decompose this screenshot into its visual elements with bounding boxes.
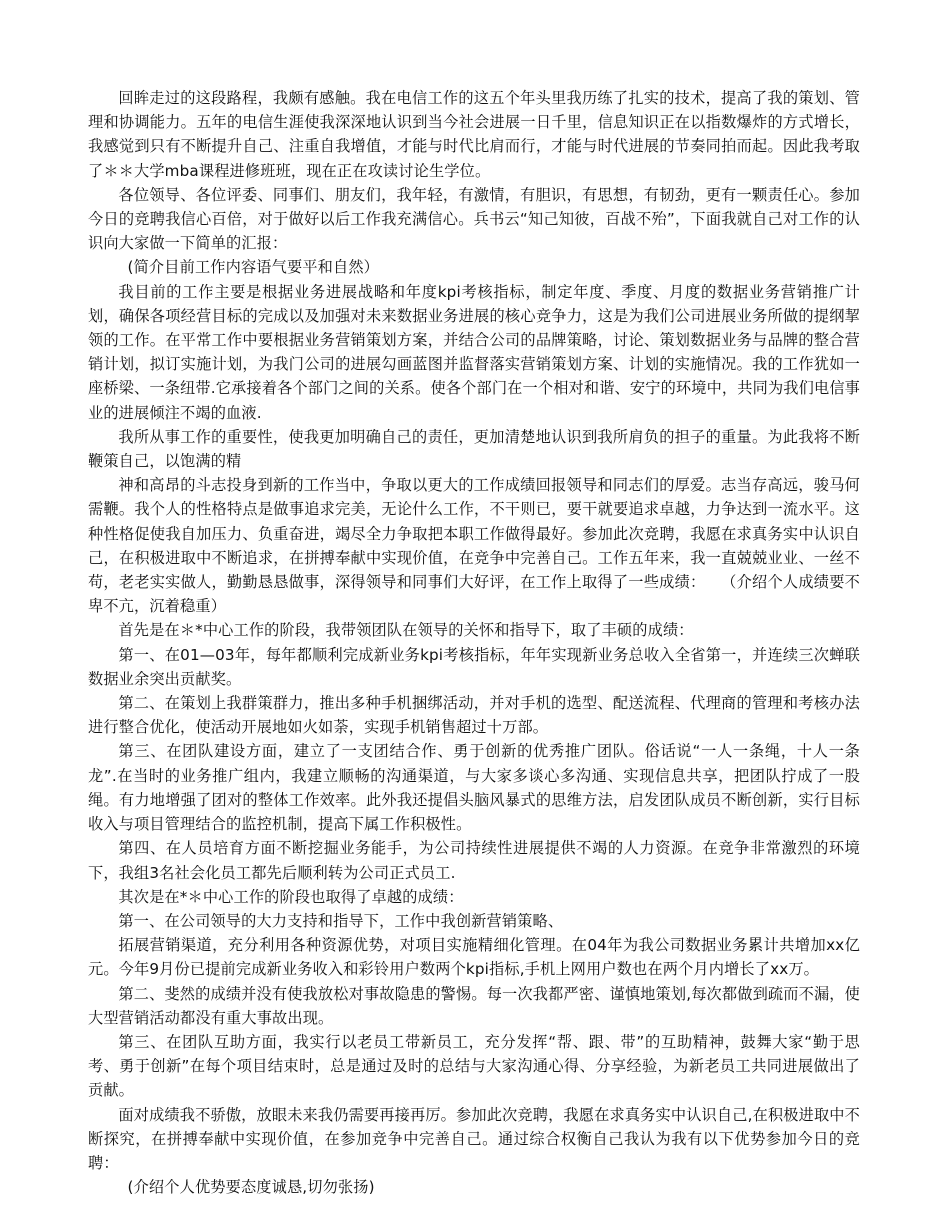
paragraph-first-achievement-1: 第一、在01—03年，每年都顺利完成新业务kpi考核指标，年年实现新业务总收入全省第一，并连续三次蝉联数据业余突出贡献奖。 [88,645,860,688]
paragraph-reflection: 回眸走过的这段路程，我颇有感触。我在电信工作的这五个年头里我历练了扎实的技术，提高了我的策划、管理和协调能力。五年的电信生涯使我深深地认识到当今社会进展一日千里，信息知识正在以指数爆炸的方式增长，我感觉到只有不断提升自己、注重自我增值，才能与时代比肩而行，才能与时代进展的节奏同拍而起。因此我考取了＊＊大学mba课程进修班班，现在正在攻读讨论生学位。 [88,89,860,180]
paragraph-current-work: 我目前的工作主要是根据业务进展战略和年度kpi考核指标，制定年度、季度、月度的数据业务营销推广计划，确保各项经营目标的完成以及加强对未来数据业务进展的核心竞争力，这是为我们公司进展业务所做的提纲挈领的工作。在平常工作中要根据业务营销策划方案，并结合公司的品牌策略，讨论、策划数据业务与品牌的整合营销计划，拟订实施计划，为我门公司的进展勾画蓝图并监督落实营销策划方案、计划的实施情况。我的工作犹如一座桥梁、一条纽带.它承接着各个部门之间的关系。使各个部门在一个相对和谐、安宁的环境中，共同为我们电信事业的进展倾注不竭的血液. [88,282,860,422]
paragraph-second-achievement-1: 第一、在公司领导的大力支持和指导下，工作中我创新营销策略、 [118,911,564,930]
paragraph-second-achievement-1-continued: 拓展营销渠道，充分利用各种资源优势，对项目实施精细化管理。在04年为我公司数据业务累计共增加xx亿元。今年9月份已提前完成新业务收入和彩铃用户数两个kpi指标,手机上网用户数也在两个月内增长了xx万。 [88,936,860,979]
paragraph-spirit: 神和高昂的斗志投身到新的工作当中，争取以更大的工作成绩回报领导和同志们的厚爱。志当存高远，骏马何需鞭。我个人的性格特点是做事追求完美，无论什么工作，不干则已，要干就要追求卓越，力争达到一流水平。这种性格促使我自加压力、负重奋进，竭尽全力争取把本职工作做得最好。参加此次竞聘，我愿在求真务实中认识自己，在积极进取中不断追求，在拼搏奉献中实现价值，在竞争中完善自己。工作五年来，我一直兢兢业业、一丝不苟，老老实实做人，勤勤恳恳做事，深得领导和同事们大好评，在工作上取得了一些成绩： （介绍个人成绩要不卑不亢，沉着稳重） [88,476,860,616]
note-current-work: (简介目前工作内容语气要平和自然） [127,258,379,277]
paragraph-second-achievement-3: 第三、在团队互助方面，我实行以老员工带新员工，充分发挥“帮、跟、带”的互助精神，鼓舞大家“勤于思考、勇于创新”在每个项目结束时，总是通过及时的总结与大家沟通心得、分享经验，为新老员工共同进展做出了贡献。 [88,1032,860,1100]
paragraph-second-stage: 其次是在*＊中心工作的阶段也取得了卓越的成绩： [118,887,464,906]
paragraph-outlook: 面对成绩我不骄傲，放眼未来我仍需要再接再厉。参加此次竞聘，我愿在求真务实中认识自己,在积极进取中不断探究，在拼搏奉献中实现价值，在参加竞争中完善自己。通过综合权衡自己我认为我有以下优势参加今日的竞聘： [88,1105,860,1172]
paragraph-first-achievement-4: 第四、在人员培育方面不断挖掘业务能手，为公司持续性进展提供不竭的人力资源。在竞争非常激烈的环境下，我组3名社会化员工都先后顺利转为公司正式员工. [88,839,860,882]
paragraph-first-achievement-3: 第三、在团队建设方面，建立了一支团结合作、勇于创新的优秀推广团队。俗话说“一人一条绳，十人一条龙”.在当时的业务推广组内，我建立顺畅的沟通渠道，与大家多谈心多沟通、实现信息共享，把团队拧成了一股绳。有力地增强了团对的整体工作效率。此外我还提倡头脑风暴式的思维方法，启发团队成员不断创新，实行目标收入与项目管理结合的监控机制，提高下属工作积极性。 [88,742,860,834]
paragraph-first-stage: 首先是在＊*中心工作的阶段，我带领团队在领导的关怀和指导下，取了丰硕的成绩： [118,621,694,640]
paragraph-first-achievement-2: 第二、在策划上我群策群力，推出多种手机捆绑活动，并对手机的选型、配送流程、代理商的管理和考核办法进行整合优化，使活动开展地如火如荼，实现手机销售超过十万部。 [88,694,860,737]
paragraph-responsibility: 我所从事工作的重要性，使我更加明确自己的责任，更加清楚地认识到我所肩负的担子的重量。为此我将不断鞭策自己，以饱满的精 [88,427,860,471]
paragraph-greeting: 各位领导、各位评委、同事们、朋友们，我年轻，有激情，有胆识，有思想，有韧劲，更有一颗责任心。参加今日的竞聘我信心百倍，对于做好以后工作我充满信心。兵书云“知己知彼，百战不殆”，下面我就自己对工作的认识向大家做一下简单的汇报： [88,185,860,253]
note-personal-strengths: (介绍个人优势要态度诚恳,切勿张扬) [127,1178,375,1197]
document-page [88,86,860,1199]
paragraph-second-achievement-2: 第二、斐然的成绩并没有使我放松对事故隐患的警惕。每一次我都严密、谨慎地策划,每次都做到疏而不漏，使大型营销活动都没有重大事故出现。 [88,984,860,1027]
